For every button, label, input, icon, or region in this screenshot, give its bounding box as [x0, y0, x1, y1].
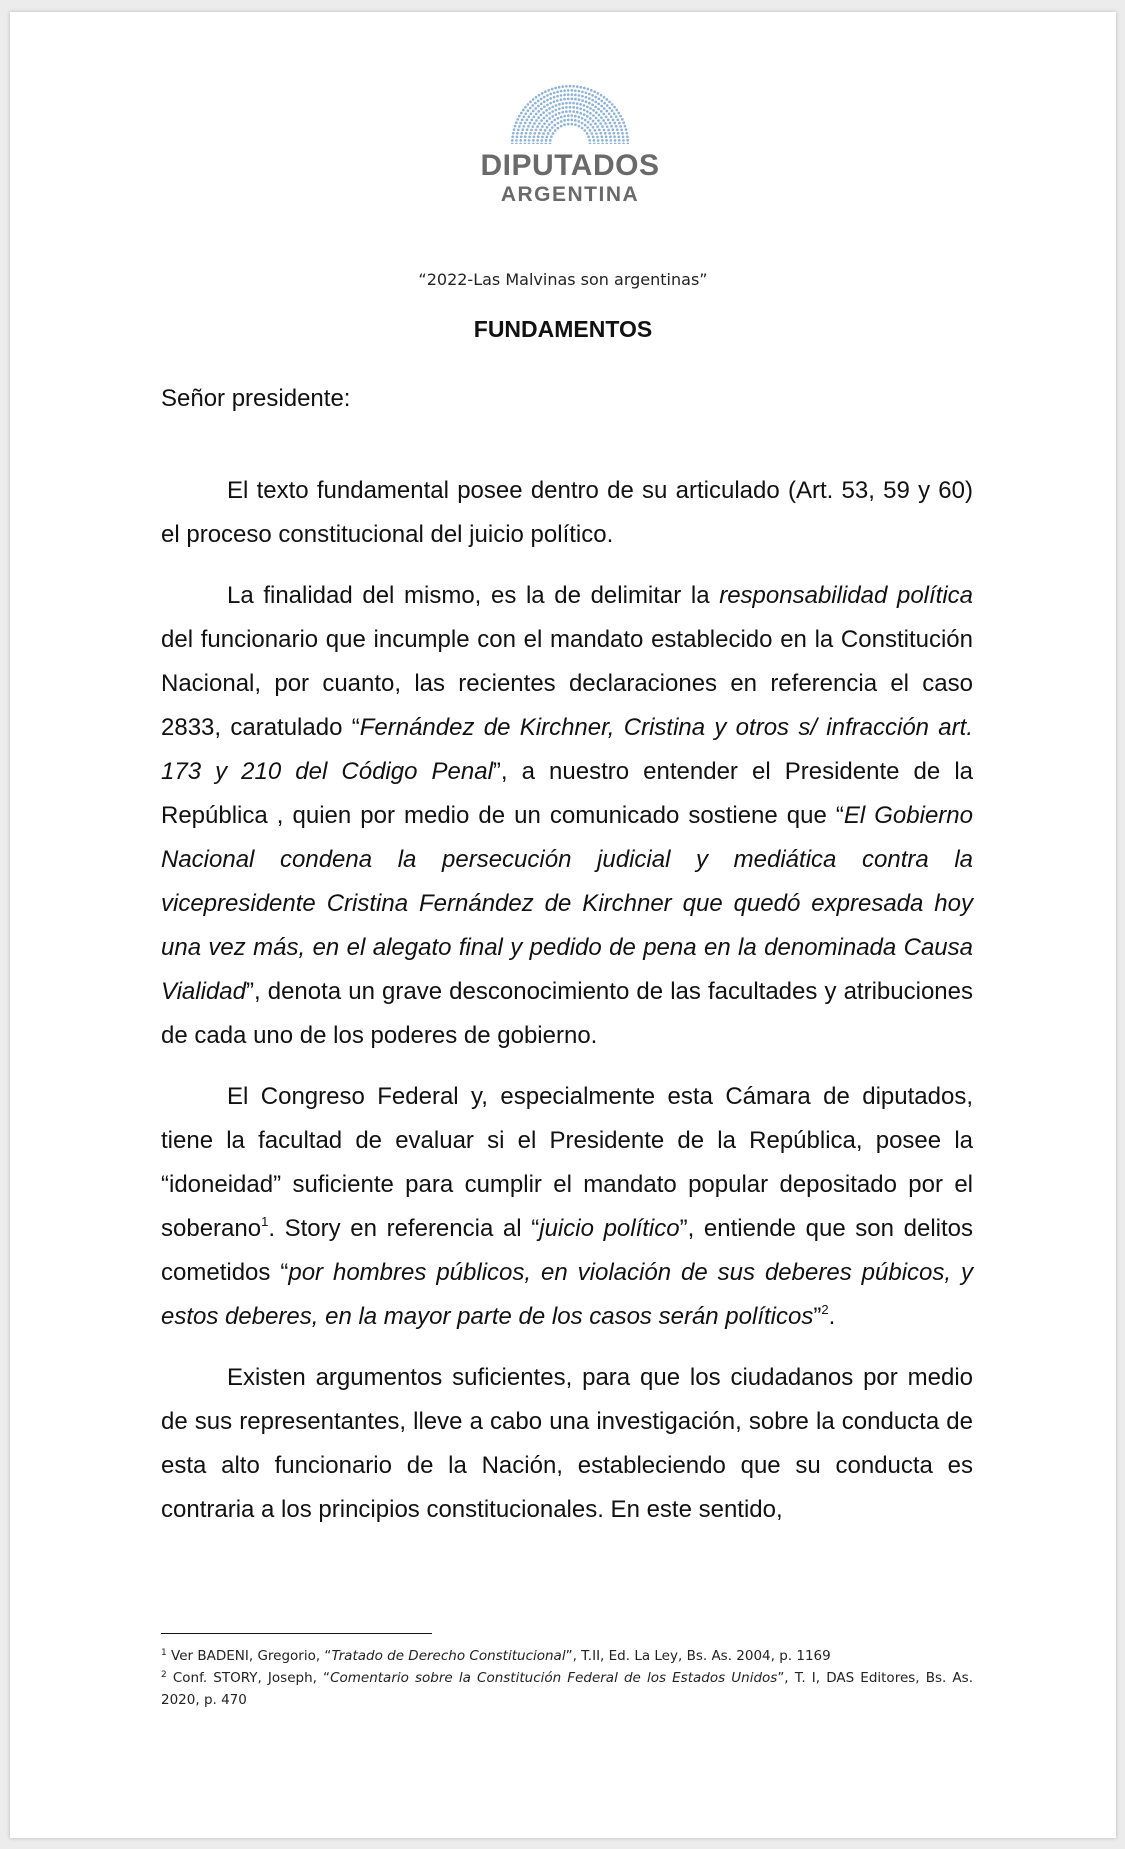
- footnote-2: $^2$ Conf. STORY, Joseph, “Comentario sobre la Constitución Federal de los Estados Unidos”, T. I, DAS Editores, Bs. As. 2020, p. 470: [161, 1670, 973, 1708]
- footnotes: [161, 1645, 973, 1711]
- paragraph-2: La finalidad del mismo, es la de delimitar la responsabilidad política del funcionario que incumple con el mandato establecido en la Constitución Nacional, por cuanto, las recientes declaraciones en referencia el caso 2833, caratulado “Fernández de Kirchner, Cristina y otros s/ infracción art. 173 y 210 del Código Penal”, a nuestro entender el Presidente de la República , quien por medio de un comunicado sostiene que “El Gobierno Nacional condena la persecución judicial y mediática contra la vicepresidente Cristina Fernández de Kirchner que quedó expresada hoy una vez más, en el alegato final y pedido de pena en la denominada Causa Vialidad”, denota un grave desconocimiento de las facultades y atribuciones de cada uno de los poderes de gobierno.: [161, 582, 974, 1049]
- paragraph-3: El Congreso Federal y, especialmente esta Cámara de diputados, tiene la facultad de evaluar si el Presidente de la República, posee la “idoneidad” suficiente para cumplir el mandato popular depositado por el soberano$^1$. Story en referencia al “juicio político”, entiende que son delitos cometidos “por hombres públicos, en violación de sus deberes púbicos, y estos deberes, en la mayor parte de los casos serán políticos”$^2$.: [161, 1083, 974, 1330]
- footnote-divider: [161, 1633, 432, 1634]
- footnote-ref-2[interactable]: 2: [821, 1302, 829, 1317]
- body-text: [161, 469, 973, 1549]
- paragraph-1: El texto fundamental posee dentro de su articulado (Art. 53, 59 y 60) el proceso constitucional del juicio político.: [161, 477, 973, 548]
- document-page: [10, 12, 1116, 1838]
- footnote-1: $^1$ Ver BADENI, Gregorio, “Tratado de Derecho Constitucional”, T.II, Ed. La Ley, Bs. As. 2004, p. 1169: [161, 1648, 831, 1664]
- hemicycle-arc-icon: [505, 82, 635, 144]
- logo-subtitle: ARGENTINA: [500, 183, 640, 206]
- paragraph-4: Existen argumentos suficientes, para que los ciudadanos por medio de sus representantes, lleve a cabo una investigación, sobre la conducta de esta alto funcionario de la Nación, estableciendo que su conducta es contraria a los principios constitucionales. En este sentido,: [161, 1364, 973, 1523]
- year-motto: “2022-Las Malvinas son argentinas”: [418, 270, 708, 289]
- footnote-ref-1[interactable]: 1: [261, 1214, 269, 1229]
- diputados-logo: [465, 82, 675, 208]
- logo-title: DIPUTADOS: [480, 149, 660, 182]
- salutation: Señor presidente:: [161, 385, 351, 412]
- page-title: FUNDAMENTOS: [473, 316, 653, 342]
